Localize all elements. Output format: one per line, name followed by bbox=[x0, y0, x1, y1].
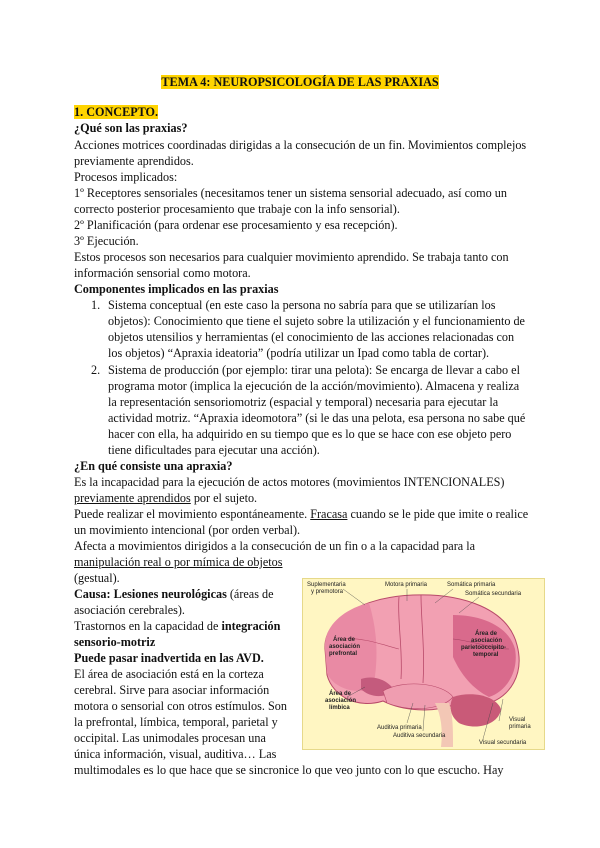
paragraph-line: previamente aprendidos. bbox=[74, 154, 194, 168]
list-item-line: Sistema de producción (por ejemplo: tirar una pelota): Se encarga de llevar a cabo el bbox=[108, 363, 520, 377]
paragraph-line: (gestual). bbox=[74, 571, 120, 585]
list-item-line: la representación sensoriomotriz (espacial y temporal) necesaria para ejecutar la bbox=[108, 395, 499, 409]
paragraph-line: El área de asociación está en la corteza bbox=[74, 667, 264, 681]
label-motora-primaria: Motora primaria bbox=[385, 582, 428, 588]
paragraph-line: 1º Receptores sensoriales (necesitamos tener un sistema sensorial adecuado, así como un bbox=[74, 186, 507, 200]
list-item-line: objetos): Conocimiento que tiene el sujeto sobre la utilización y el funcionamiento de bbox=[108, 314, 525, 328]
label-prefrontal-3: prefrontal bbox=[329, 651, 358, 657]
paragraph-line: información sensorial como motora. bbox=[74, 266, 251, 280]
paragraph-line: Puede realizar el movimiento espontáneamente. Fracasa cuando se le pide que imite o realice bbox=[74, 507, 529, 521]
causa-line: asociación cerebrales). bbox=[74, 603, 185, 617]
paragraph-line: Estos procesos son necesarios para cualquier movimiento aprendido. Se trabaja tanto con bbox=[74, 250, 509, 264]
components-heading: Componentes implicados en las praxias bbox=[74, 282, 279, 296]
label-parieto-2: asociación bbox=[471, 638, 503, 644]
label-parieto-1: Área de bbox=[475, 631, 498, 637]
paragraph-line: 3º Ejecución. bbox=[74, 234, 139, 248]
section-heading-concepto: 1. CONCEPTO. bbox=[74, 105, 159, 119]
label-limbica-1: Área de bbox=[329, 691, 352, 697]
label-limbica-3: límbica bbox=[329, 705, 350, 711]
label-somatica-secundaria: Somática secundaria bbox=[465, 591, 522, 597]
list-item-line: hacer con ella, ha adquirido en su tiempo que es lo que se hace con ese objeto pero bbox=[108, 427, 512, 441]
label-visual-secundaria: Visual secundaria bbox=[479, 740, 527, 746]
list-item-line: objetos utensilios y herramientas (el conocimiento de las acciones relacionadas con bbox=[108, 330, 515, 344]
label-parieto-4: temporal bbox=[473, 652, 499, 658]
causa-line: Causa: Lesiones neurológicas (áreas de bbox=[74, 587, 274, 601]
list-item-line: programa motor (implica la ejecución de la acción/movimiento). Almacena y realiza bbox=[108, 379, 520, 393]
paragraph-line: la prefrontal, límbica, temporal, parietal y bbox=[74, 715, 278, 729]
paragraph-line: Es la incapacidad para la ejecución de actos motores (movimientos INTENCIONALES) bbox=[74, 475, 505, 489]
paragraph-line: manipulación real o por mímica de objetos bbox=[74, 555, 283, 569]
paragraph-line: Procesos implicados: bbox=[74, 170, 178, 184]
label-auditiva-secundaria: Auditiva secundaria bbox=[393, 733, 446, 739]
paragraph-line: multimodales es lo que hace que se sincronice lo que veo junto con lo que escucho. Hay bbox=[74, 763, 504, 777]
label-leader-line bbox=[343, 589, 365, 605]
paragraph-line: 2º Planificación (para ordenar ese procesamiento y esa recepción). bbox=[74, 218, 398, 232]
label-prefrontal-1: Área de bbox=[333, 637, 356, 643]
paragraph-line: previamente aprendidos por el sujeto. bbox=[74, 491, 258, 505]
brain-illustration bbox=[303, 579, 544, 749]
label-visual-primaria-1: Visual bbox=[509, 717, 526, 723]
label-limbica-2: asociación bbox=[325, 698, 357, 704]
paragraph-line: única información, visual, auditiva… Las bbox=[74, 747, 277, 761]
causa-line: sensorio-motriz bbox=[74, 635, 156, 649]
question-que-es-apraxia: ¿En qué consiste una apraxia? bbox=[74, 459, 233, 473]
paragraph-line: occipital. Las unimodales procesan una bbox=[74, 731, 266, 745]
document-title: TEMA 4: NEUROPSICOLOGÍA DE LAS PRAXIAS bbox=[161, 75, 439, 89]
causa-line: Trastornos en la capacidad de integración bbox=[74, 619, 281, 633]
paragraph-line: un movimiento intencional (por orden verbal). bbox=[74, 523, 301, 537]
paragraph-line: correcto posterior procesamiento que trabaje con la info sensorial). bbox=[74, 202, 400, 216]
label-premotora: y premotora bbox=[311, 589, 344, 595]
list-item-line: Sistema conceptual (en este caso la persona no sabría para que se utilizarían los bbox=[108, 298, 496, 312]
paragraph-line: cerebral. Sirve para asociar información bbox=[74, 683, 270, 697]
paragraph-line: motora o sensorial con otros estímulos. Son bbox=[74, 699, 287, 713]
paragraph-line: Afecta a movimientos dirigidos a la consecución de un fin o a la capacidad para la bbox=[74, 539, 476, 553]
label-somatica-primaria: Somática primaria bbox=[447, 582, 496, 588]
list-item-line: tiene dificultades para ejecutar una acción). bbox=[108, 443, 320, 457]
list-number: 1. bbox=[91, 298, 101, 312]
brain-stem bbox=[435, 703, 453, 747]
question-que-son-praxias: ¿Qué son las praxias? bbox=[74, 121, 188, 135]
label-prefrontal-2: asociación bbox=[329, 644, 361, 650]
list-item-line: actividad motriz. “Apraxia ideomotora” (si le das una pelota, esa persona no sabe qué bbox=[108, 411, 526, 425]
list-item-line: los objetos) “Apraxia ideatoria” (podría utilizar un Ipad como tabla de cortar). bbox=[108, 346, 490, 360]
brain-association-areas-figure bbox=[302, 578, 545, 750]
paragraph-line: Acciones motrices coordinadas dirigidas a la consecución de un fin. Movimientos complejos bbox=[74, 138, 527, 152]
label-parieto-3: parietooccipito- bbox=[461, 645, 507, 651]
label-suplementaria: Suplementaria bbox=[307, 582, 346, 588]
causa-line: Puede pasar inadvertida en las AVD. bbox=[74, 651, 264, 665]
label-auditiva-primaria: Auditiva primaria bbox=[377, 725, 422, 731]
list-number: 2. bbox=[91, 363, 101, 377]
label-visual-primaria-2: primaria bbox=[509, 724, 531, 730]
